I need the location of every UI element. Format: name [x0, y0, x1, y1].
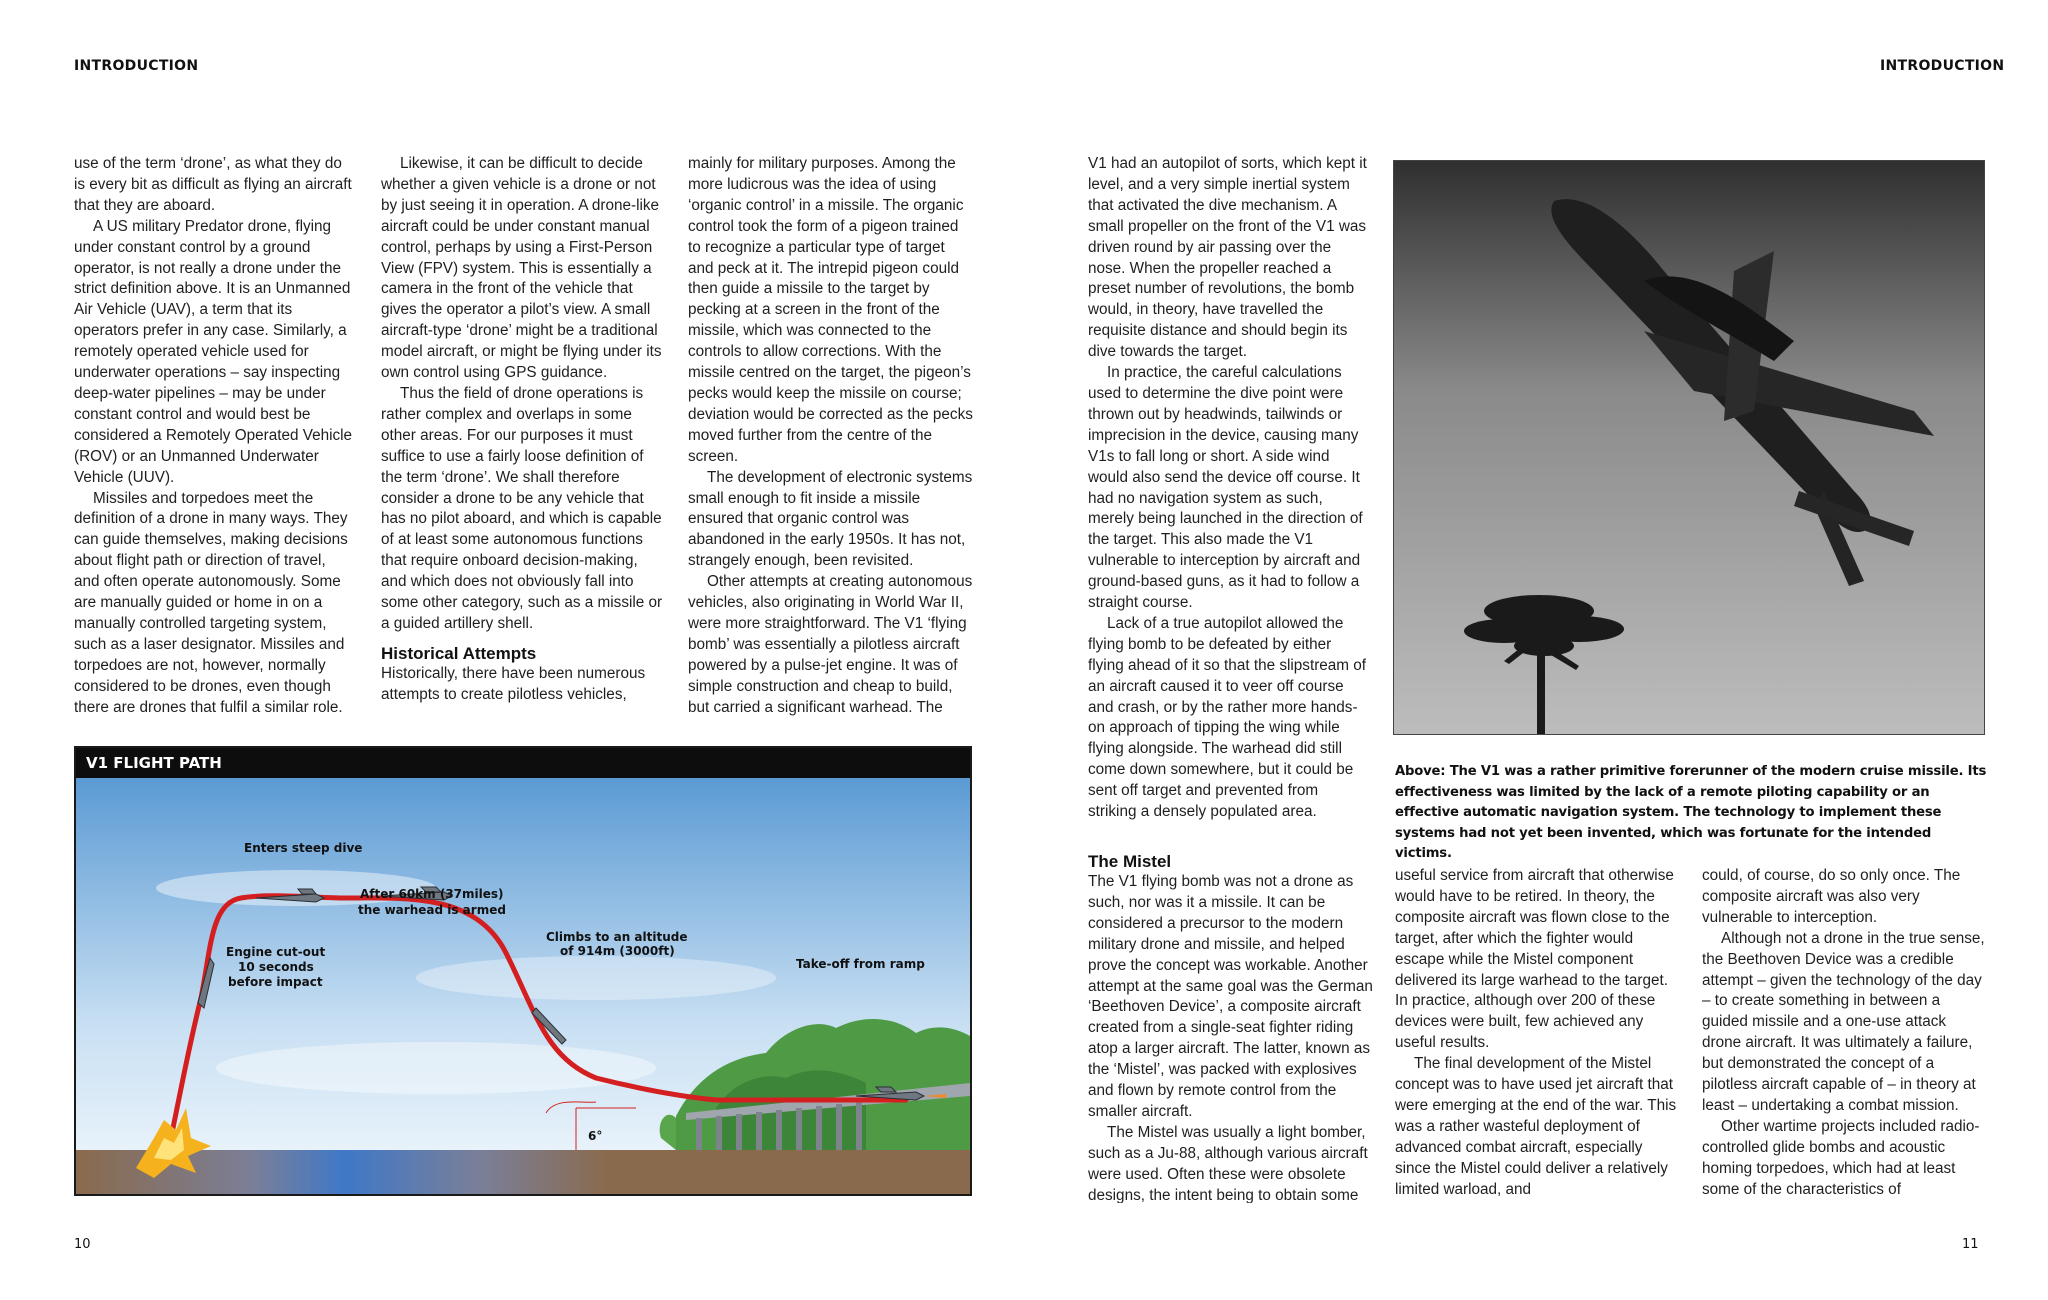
- text-column-7: [1702, 866, 1987, 1206]
- v1-photograph: [1393, 160, 1985, 735]
- photo-caption: [1395, 762, 1987, 865]
- diagram-title: V1 FLIGHT PATH: [76, 748, 970, 778]
- label-engine-cutout-line1: Engine cut-out: [226, 945, 326, 959]
- label-armed-line2: the warhead is armed: [358, 903, 506, 917]
- paragraph: could, of course, do so only once. The composite aircraft was also very vulnerable to interception.: [1702, 867, 1961, 926]
- ground: [76, 1150, 970, 1194]
- diagram-illustration: [76, 778, 970, 1194]
- label-engine-cutout-line2: 10 seconds: [238, 960, 314, 974]
- paragraph: Other wartime projects included radio-controlled glide bombs and acoustic homing torpedoes, which had at least some of the characteristics of: [1702, 1117, 1980, 1198]
- label-climb-line2: of 914m (3000ft): [560, 944, 675, 958]
- label-armed-line1: After 60km (37miles): [360, 887, 504, 901]
- label-take-off-from-ramp: Take-off from ramp: [796, 957, 925, 971]
- label-enters-steep-dive: Enters steep dive: [244, 841, 363, 855]
- text-column-5: [1088, 843, 1373, 1203]
- paragraph: In practice, the careful calculations used to determine the dive point were thrown out by headwinds, tailwinds or imprecision in the device, causing many V1s to fall long or short. A side wind would also send the device off course. It had no navigation system as such, merely being launched in the direction of the target. This also made the V1 vulnerable to interception by aircraft and ground-based guns, as it had to follow a straight course.: [1088, 364, 1363, 612]
- paragraph: useful service from aircraft that otherwise would have to be retired. In theory, the composite aircraft was flown close to the target, after which the fighter would escape while the Mistel component delivered its large warhead to the target. In practice, although over 200 of these devices were built, few achieved any useful results.: [1395, 867, 1674, 1052]
- section-heading-historical-attempts: Historical Attempts: [381, 643, 537, 663]
- text-column-3: [688, 154, 973, 724]
- section-heading-the-mistel: The Mistel: [1088, 852, 1172, 871]
- page-number-right: 11: [1962, 1237, 1979, 1252]
- label-angle: 6°: [588, 1129, 603, 1143]
- paragraph: The V1 flying bomb was not a drone as such, nor was it a missile. It can be considered a precursor to the modern military drone and missile, and helped prove the concept was workable. Another attempt at the same goal was the German ‘Beethoven Device’, a composite aircraft created from a single-seat fighter riding atop a larger aircraft. The latter, known as the ‘Mistel’, was packed with explosives and flown by remote control from the smaller aircraft.: [1088, 873, 1373, 1120]
- paragraph: The Mistel was usually a light bomber, such as a Ju-88, although various aircraft were used. Often these were obsolete designs, the intent being to obtain some: [1088, 1123, 1368, 1203]
- caption-lead: Above:: [1395, 764, 1446, 779]
- photo-sky: [1394, 161, 1985, 735]
- page-number-left: 10: [74, 1237, 91, 1252]
- paragraph: V1 had an autopilot of sorts, which kept it level, and a very simple inertial system that activated the dive mechanism. A small propeller on the front of the V1 was driven round by air passing over the nose. When the propeller reached a preset number of revolutions, the bomb would, in theory, have travelled the requisite distance and should begin its dive towards the target.: [1088, 155, 1367, 361]
- text-column-4: [1088, 154, 1368, 824]
- text-column-2: [381, 154, 666, 724]
- running-header-right: INTRODUCTION: [1880, 58, 2005, 74]
- paragraph: Missiles and torpedoes meet the definition of a drone in many ways. They can guide themselves, making decisions about flight path or direction of travel, and often operate autonomously. Some are manually guided or home in on a manually controlled targeting system, such as a laser designator. Missiles and torpedoes are not, however, normally considered to be drones, even though there are drones that fulfil a similar role.: [74, 489, 348, 716]
- paragraph: Other attempts at creating autonomous vehicles, also originating in World War II, were more straightforward. The V1 ‘flying bomb’ was essentially a pilotless aircraft powered by a pulse-jet engine. It was of simple construction and cheap to build, but carried a significant warhead. The: [688, 573, 973, 716]
- label-engine-cutout-line3: before impact: [228, 975, 323, 989]
- text-column-6: [1395, 866, 1680, 1206]
- paragraph: The final development of the Mistel concept was to have used jet aircraft that were emerging at the end of the war. This was a rather wasteful deployment of advanced combat aircraft, especially since the Mistel could deliver a relatively limited warload, and: [1395, 1055, 1677, 1198]
- label-climb-line1: Climbs to an altitude: [546, 930, 688, 944]
- cloud: [216, 1042, 656, 1094]
- caption-text: The V1 was a rather primitive forerunner of the modern cruise missile. Its effectiveness was limited by the lack of a remote piloting capability or an effective automatic navigation system. The technology to implement these systems had not yet been invented, which was fortunate for the intended victims.: [1395, 764, 1987, 861]
- paragraph: Historically, there have been numerous attempts to create pilotless vehicles,: [381, 664, 646, 703]
- paragraph: The development of electronic systems small enough to fit inside a missile ensured that organic control was abandoned in the early 1950s. It has not, strangely enough, been revisited.: [688, 468, 973, 570]
- paragraph: mainly for military purposes. Among the more ludicrous was the idea of using ‘organic control’ in a missile. The organic control took the form of a pigeon trained to recognize a particular type of target and peck at it. The intrepid pigeon could then guide a missile to the target by pecking at a screen in the front of the missile, which was connected to the controls to allow corrections. With the missile centred on the target, the pigeon’s pecks would keep the missile on course; deviation would be corrected as the pecks moved further from the centre of the screen.: [688, 155, 973, 465]
- paragraph: Thus the field of drone operations is rather complex and overlaps in some other areas. For our purposes it must suffice to use a fairly loose definition of the term ‘drone’. We shall therefore consider a drone to be any vehicle that has no pilot aboard, and which is capable of at least some autonomous functions that require onboard decision-making, and which does not obviously fall into some other category, such as a missile or a guided artillery shell.: [381, 384, 663, 632]
- text-column-1: [74, 154, 354, 724]
- v1-flight-path-diagram: [74, 746, 972, 1196]
- paragraph: Although not a drone in the true sense, the Beethoven Device was a credible attempt – given the technology of the day – to create something in between a guided missile and a one-use attack drone aircraft. It was ultimately a failure, but demonstrated the concept of a pilotless aircraft capable of – in theory at least – undertaking a combat mission.: [1702, 929, 1985, 1114]
- v1-photo-image: [1394, 161, 1985, 735]
- running-header-left: INTRODUCTION: [74, 58, 199, 74]
- paragraph: A US military Predator drone, flying under constant control by a ground operator, is not really a drone under the strict definition above. It is an Unmanned Air Vehicle (UAV), a term that its operators prefer in any case. Similarly, a remotely operated vehicle used for underwater operations – say inspecting deep-water pipelines – may be under constant control and would best be considered a Remotely Operated Vehicle (ROV) or an Unmanned Underwater Vehicle (UUV).: [74, 217, 353, 486]
- cloud: [416, 956, 776, 1000]
- paragraph: use of the term ‘drone’, as what they do is every bit as difficult as flying an aircraft that they are aboard.: [74, 155, 352, 214]
- paragraph: Lack of a true autopilot allowed the flying bomb to be defeated by either flying ahead of it so that the slipstream of an aircraft caused it to veer off course and crash, or by the rather more hands-on approach of tipping the wing while flying alongside. The warhead did still come down somewhere, but it could be sent off target and prevented from striking a densely populated area.: [1088, 614, 1367, 821]
- paragraph: Likewise, it can be difficult to decide whether a given vehicle is a drone or not by just seeing it in operation. A drone-like aircraft could be under constant manual control, perhaps by using a First-Person View (FPV) system. This is essentially a camera in the front of the vehicle that gives the operator a pilot’s view. A small aircraft-type ‘drone’ might be a traditional model aircraft, or might be flying under its own control using GPS guidance.: [381, 155, 662, 382]
